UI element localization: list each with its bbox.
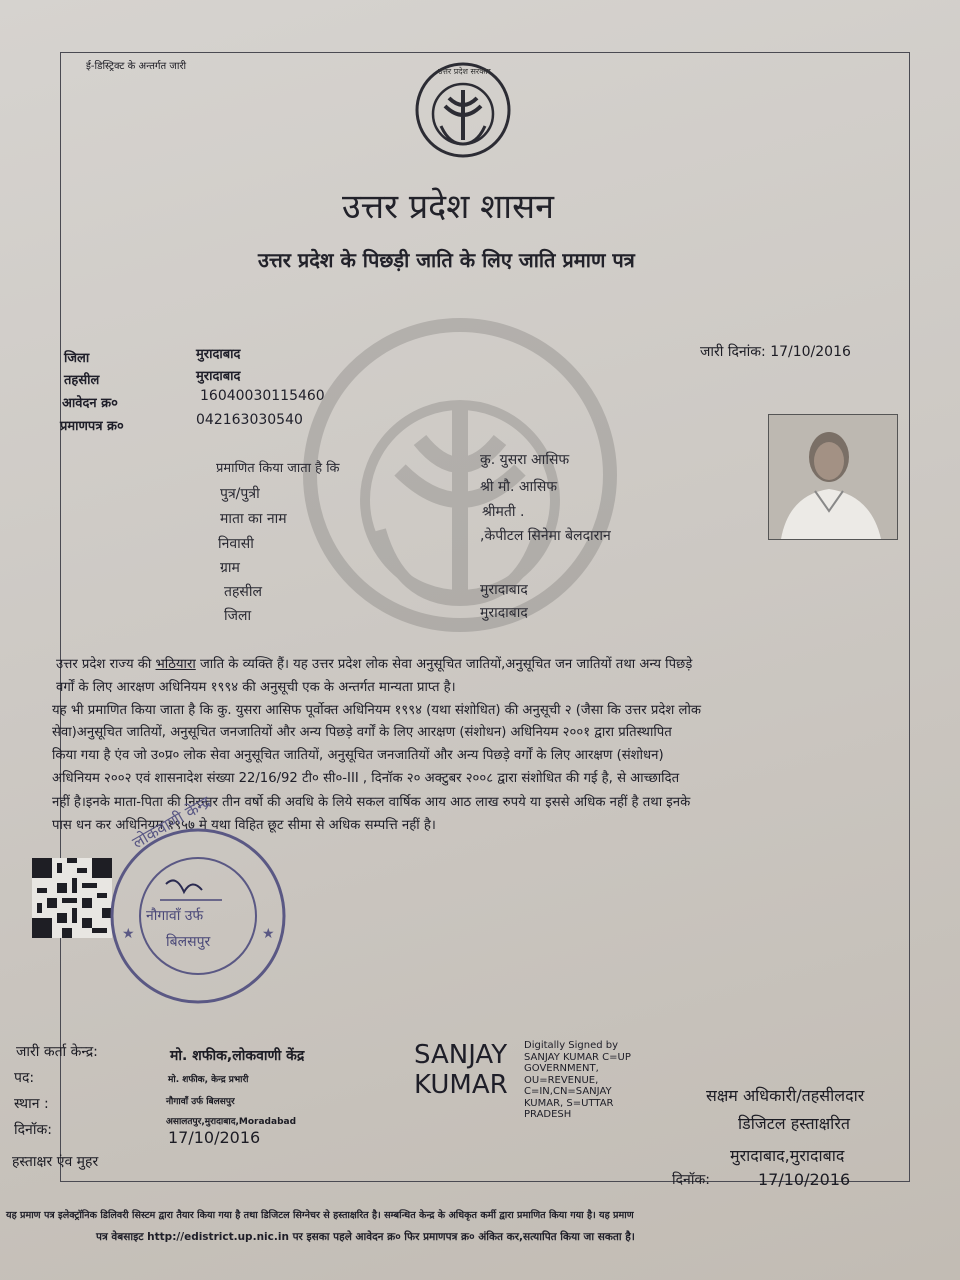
district-label: जिला	[64, 351, 90, 366]
svg-text:★: ★	[262, 926, 275, 942]
issue-date	[700, 342, 851, 361]
applicant-photo	[768, 414, 898, 540]
body-line-6: अधिनियम २००२ एवं शासनादेश संख्या 22/16/92 टी० सी०-III , दिनॉक २० अक्टुबर २००८ द्वारा संशोधित की गई है, से आच्छादित	[52, 771, 680, 786]
signature-meta-line: C=IN,CN=SANJAY	[524, 1086, 612, 1097]
stamp-middle-text: नौगावाँ उर्फ	[146, 908, 204, 924]
signature-seal-label: हस्ताक्षर एंव मुहर	[12, 1154, 99, 1170]
district-value: मुरादाबाद	[196, 347, 241, 362]
authority-place: मुरादाबाद,मुरादाबाद	[730, 1146, 845, 1165]
signature-meta-line: Digitally Signed by	[524, 1040, 619, 1051]
details-tehsil-value: मुरादाबाद	[480, 582, 528, 598]
issuing-center-value: मो. शफीक,लोकवाणी केंद्र	[170, 1048, 305, 1064]
authority-date-value: 17/10/2016	[758, 1170, 851, 1189]
certify-label: प्रमाणित किया जाता है कि	[216, 461, 340, 476]
body-line-8: पास धन कर अधिनियम १९५७ मे यथा विहित छूट सीमा से अधिक सम्पत्ति नहीं है।	[52, 818, 436, 833]
signer-name-line-1: SANJAY	[414, 1040, 508, 1070]
page-title: उत्तर प्रदेश शासन	[342, 187, 554, 227]
digital-signature-name	[414, 1040, 508, 1100]
body-line-5: किया गया है एंव जो उ०प्र० लोक सेवा अनुसूचित जातियों, अनुसूचित जनजातियों और अन्य पिछड़े वर्गों के लिए आरक्षण (संशोधन)	[52, 748, 664, 763]
details-district-value: मुरादाबाद	[480, 605, 528, 621]
body-line-7: नहीं है।इनके माता-पिता की निरन्तर तीन वर्षो की अवधि के लिये सकल वार्षिक आय आठ लाख रुपये या इससे अधिक नहीं है तथा इनके	[52, 795, 691, 810]
signature-meta-line: KUMAR, S=UTTAR	[524, 1097, 614, 1109]
footer-line-2: पत्र वेबसाइट http://edistrict.up.nic.in पर इसका पहले आवेदन क्र० फिर प्रमाणपत्र क्र० अंकित कर,सत्यापित किया जा सकता है।	[96, 1231, 635, 1243]
body-line-1	[56, 654, 692, 672]
tehsil-value: मुरादाबाद	[196, 369, 241, 384]
signature-meta-line: GOVERNMENT,	[524, 1063, 599, 1074]
body-line-1-post: जाति के व्यक्ति हैं। यह उत्तर प्रदेश लोक सेवा अनुसूचित जातियों,अनुसूचित जन जातियों तथा अन्य पिछड़े	[195, 657, 693, 672]
child-of-label: पुत्र/पुत्री	[220, 486, 260, 502]
application-number-value: 16040030115460	[200, 388, 325, 404]
application-number-label: आवेदन क्र०	[62, 396, 118, 411]
digital-signature-meta	[524, 1040, 631, 1121]
signature-meta-line: PRADESH	[524, 1109, 572, 1120]
stamp-top-text: लोकवाणी केन्द्र	[129, 792, 214, 853]
person-photo-icon	[769, 415, 897, 539]
signature-meta-line: OU=REVENUE,	[524, 1074, 599, 1086]
authority-digital: डिजिटल हस्ताक्षरित	[738, 1114, 850, 1133]
certificate-number-label: प्रमाणपत्र क्र०	[60, 419, 124, 434]
resident-value: ,केपीटल सिनेमा बेलदारान	[480, 528, 611, 544]
signer-name-line-2: KUMAR	[414, 1070, 508, 1100]
post-value: मो. शफीक, केन्द्र प्रभारी	[168, 1075, 249, 1085]
place-label: स्थान :	[14, 1096, 49, 1112]
issuer-date-value: 17/10/2016	[168, 1128, 261, 1147]
stamp-bottom-text: बिलसपुर	[166, 934, 211, 950]
top-note: ई-डिस्ट्रिक्ट के अन्तर्गत जारी	[86, 61, 187, 72]
place-value-1: नौगावाँ उर्फ बिलसपुर	[166, 1097, 235, 1107]
details-district-label: जिला	[224, 608, 252, 624]
issuer-date-label: दिनॉक:	[14, 1122, 52, 1138]
mother-name-value: श्रीमती .	[482, 504, 525, 520]
caste-name: भठियारा	[155, 657, 196, 672]
svg-text:★: ★	[122, 926, 135, 942]
certificate-subtitle: उत्तर प्रदेश के पिछड़ी जाति के लिए जाति प्रमाण पत्र	[258, 248, 635, 272]
authority-date-label: दिनॉक:	[672, 1172, 710, 1188]
certify-value: कु. युसरा आसिफ	[480, 452, 570, 468]
signature-meta-line: SANJAY KUMAR C=UP	[524, 1051, 631, 1063]
post-label: पद:	[14, 1070, 35, 1086]
body-line-1-pre: उत्तर प्रदेश राज्य की	[56, 657, 156, 672]
place-value-2: असालतपुर,मुरादाबाद,Moradabad	[166, 1117, 297, 1127]
body-line-4: सेवा)अनुसूचित जातियों, अनुसूचित जनजातियों और अन्य पिछड़े वर्गों के लिए आरक्षण (संशोधन) अधिनियम २००१ द्वारा प्रतिस्थापित	[52, 725, 672, 740]
resident-label: निवासी	[218, 536, 254, 552]
mother-name-label: माता का नाम	[220, 511, 287, 527]
certificate-number-value: 042163030540	[196, 412, 303, 428]
body-line-2: वर्गों के लिए आरक्षण अधिनियम १९९४ की अनुसूची एक के अन्तर्गत मान्यता प्राप्त है।	[56, 680, 456, 695]
tehsil-label: तहसील	[64, 373, 100, 388]
qr-code-icon	[32, 858, 112, 938]
footer-line-1: यह प्रमाण पत्र इलेक्ट्रॉनिक डिलिवरी सिस्टम द्वारा तैयार किया गया है तथा डिजिटल सिग्नेचर से हस्ताक्षरित है। सम्बन्धित केन्द्र के अधिकृत कर्मी द्वारा प्रमाणित किया गया है। यह प्रमाण	[6, 1210, 634, 1221]
details-tehsil-label: तहसील	[224, 584, 262, 600]
issue-date-value: 17/10/2016	[770, 344, 851, 360]
authority-title: सक्षम अधिकारी/तहसीलदार	[706, 1086, 865, 1105]
body-line-3: यह भी प्रमाणित किया जाता है कि कु. युसरा आसिफ पूर्वोक्त अधिनियम १९९४ (यथा संशोधित) की अनुसूची २ (जैसा कि उत्तर प्रदेश लोक	[52, 703, 702, 718]
emblem-text: उत्तर प्रदेश सरकार	[438, 67, 491, 76]
issue-date-label: जारी दिनांक:	[700, 344, 766, 360]
village-label: ग्राम	[220, 560, 240, 576]
issuing-center-label: जारी कर्ता केन्द्र:	[16, 1044, 98, 1060]
child-of-value: श्री मौ. आसिफ	[480, 479, 558, 495]
